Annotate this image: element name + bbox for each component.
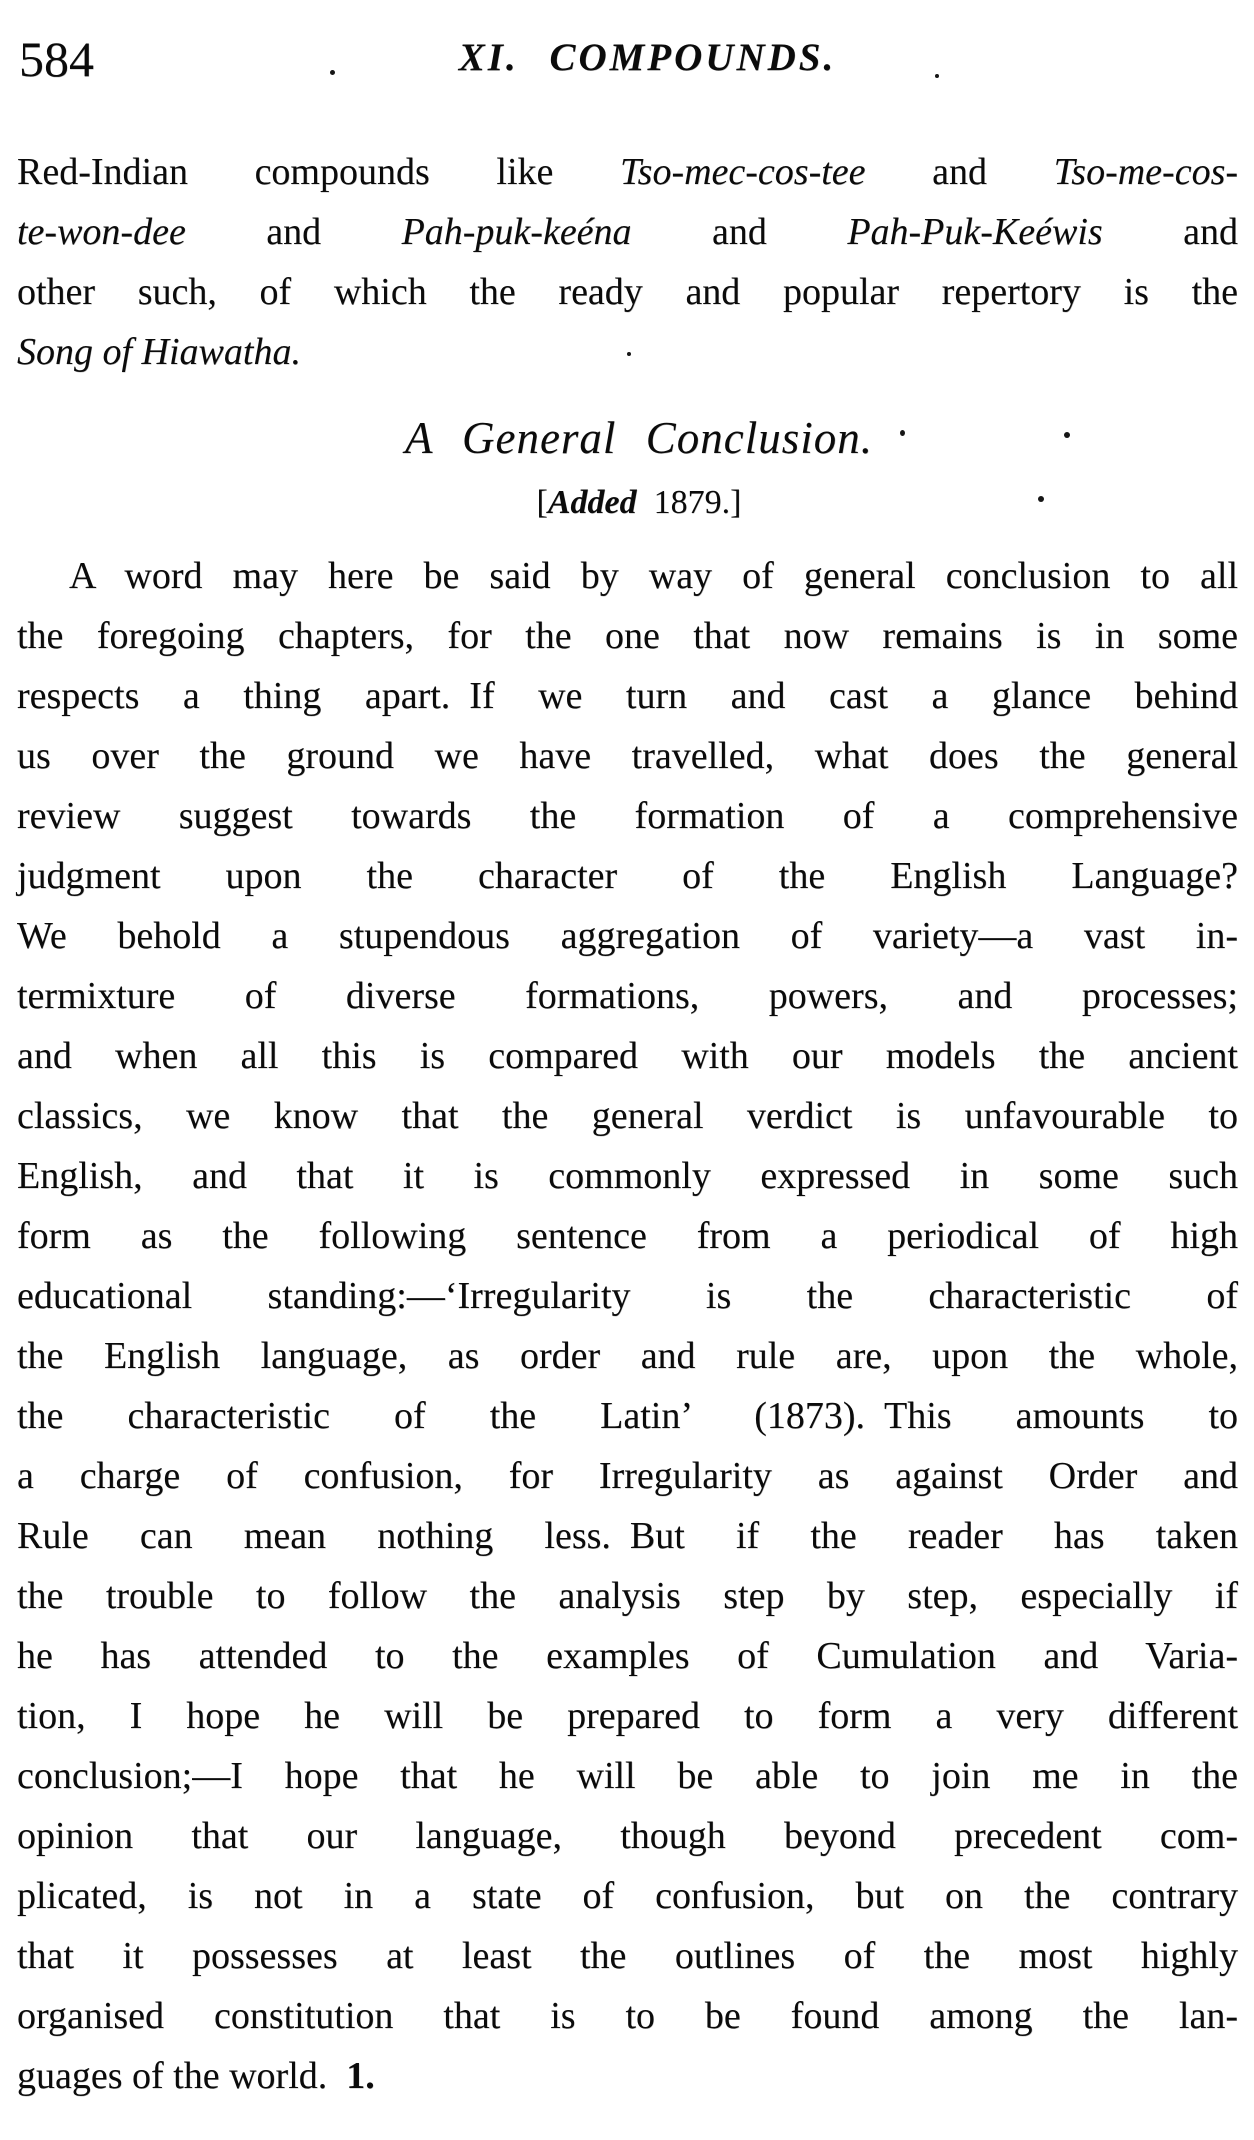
- text-line: te-won-dee and Pah-puk-keéna and Pah-Puk-Keéwis and: [17, 211, 1238, 253]
- intro-paragraph: [17, 142, 1238, 382]
- scan-speck: [627, 352, 631, 356]
- text-line: guages of the world. 1.: [17, 2054, 375, 2097]
- text-line: We behold a stupendous aggregation of variety—a vast in-: [17, 914, 1238, 957]
- text-line: form as the following sentence from a periodical of high: [17, 1214, 1238, 1257]
- text-line: the foregoing chapters, for the one that now remains is in some: [17, 614, 1238, 657]
- text-line: judgment upon the character of the English Language?: [17, 854, 1238, 897]
- text-line: the English language, as order and rule are, upon the whole,: [17, 1334, 1238, 1377]
- text-line: that it possesses at least the outlines of the most highly: [17, 1934, 1238, 1977]
- text-line: tion, I hope he will be prepared to form a very different: [17, 1694, 1238, 1737]
- text-line: termixture of diverse formations, powers, and processes;: [17, 974, 1238, 1017]
- text-line: review suggest towards the formation of a comprehensive: [17, 794, 1238, 837]
- text-line: A word may here be said by way of general conclusion to all: [69, 554, 1238, 597]
- text-line: a charge of confusion, for Irregularity as against Order and: [17, 1454, 1238, 1497]
- scan-speck: [1038, 496, 1044, 502]
- conclusion-paragraph: [17, 546, 1238, 2106]
- section-heading: A General Conclusion.: [404, 413, 874, 463]
- text-line: plicated, is not in a state of confusion, but on the contrary: [17, 1874, 1238, 1917]
- text-line: other such, of which the ready and popular repertory is the: [17, 271, 1238, 313]
- text-line: conclusion;—I hope that he will be able to join me in the: [17, 1754, 1238, 1797]
- text-line: the trouble to follow the analysis step by step, especially if: [17, 1574, 1238, 1617]
- text-line: respects a thing apart. If we turn and cast a glance behind: [17, 674, 1238, 717]
- page-header: [17, 30, 1238, 94]
- text-line: Rule can mean nothing less. But if the reader has taken: [17, 1514, 1238, 1557]
- scan-speck: [900, 430, 905, 436]
- text-line: he has attended to the examples of Cumulation and Varia-: [17, 1634, 1238, 1677]
- text-line: and when all this is compared with our models the ancient: [17, 1034, 1238, 1077]
- text-line: us over the ground we have travelled, what does the general: [17, 734, 1238, 777]
- page-number: 584: [19, 31, 94, 87]
- text-line: classics, we know that the general verdict is unfavourable to: [17, 1094, 1238, 1137]
- text-line: Red-Indian compounds like Tso-mec-cos-tee and Tso-me-cos-: [17, 151, 1239, 193]
- section-subheading: [Added 1879.]: [536, 484, 742, 521]
- text-line: educational standing:—‘Irregularity is the characteristic of: [17, 1274, 1238, 1317]
- text-line: organised constitution that is to be found among the lan-: [17, 1994, 1238, 2037]
- running-head: XI. COMPOUNDS.: [458, 36, 837, 79]
- text-line: Song of Hiawatha.: [17, 331, 301, 373]
- text-line: the characteristic of the Latin’ (1873). This amounts to: [17, 1394, 1238, 1437]
- text-line: opinion that our language, though beyond precedent com-: [17, 1814, 1238, 1857]
- text-line: English, and that it is commonly expressed in some such: [17, 1154, 1238, 1197]
- scan-speck: [1064, 432, 1070, 438]
